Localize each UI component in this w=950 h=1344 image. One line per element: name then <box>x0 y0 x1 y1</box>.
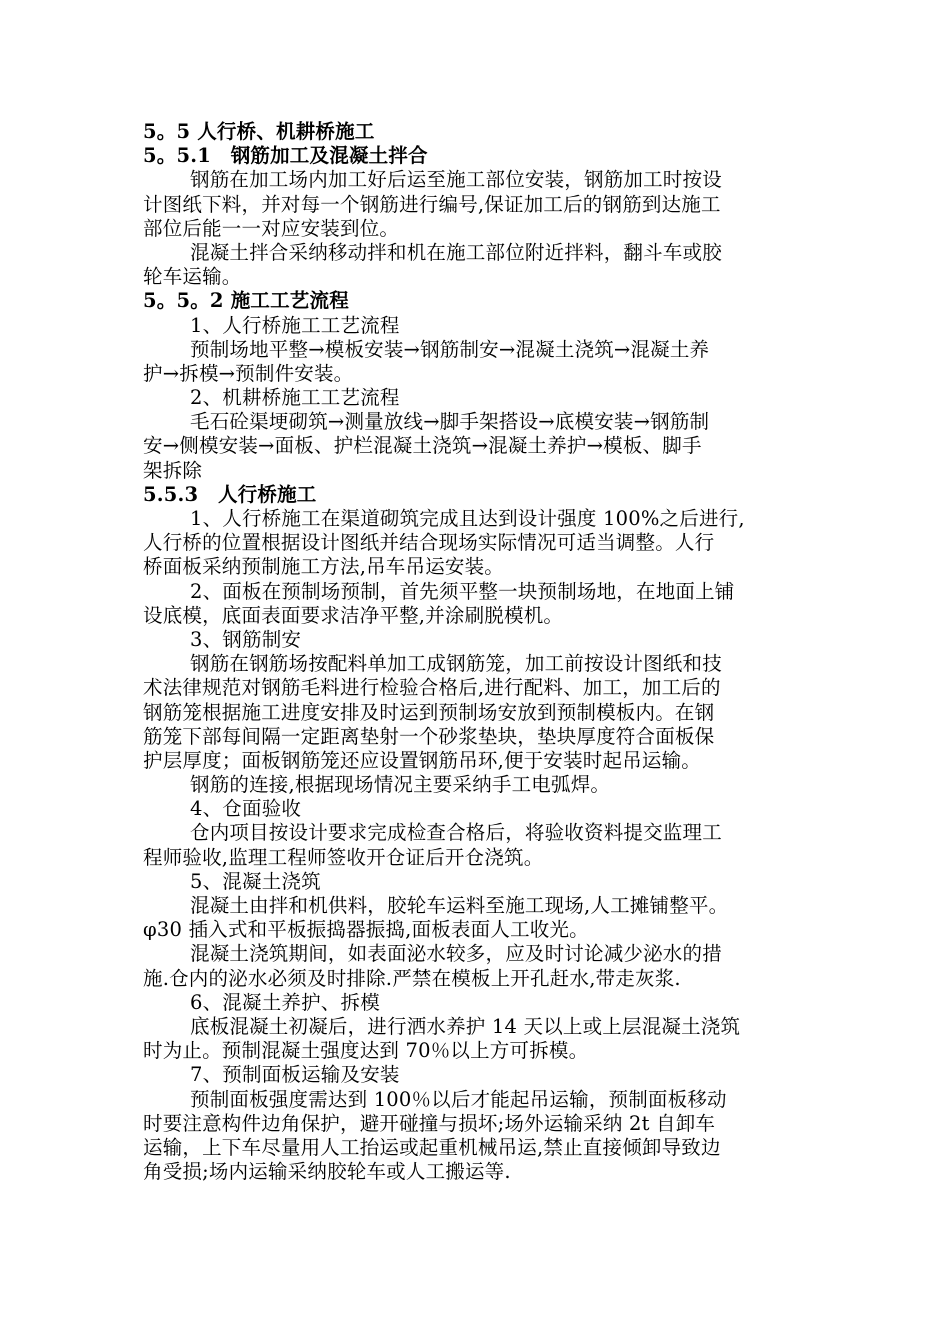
text-line: 人行桥的位置根据设计图纸并结合现场实际情况可适当调整。人行 <box>143 531 715 555</box>
text-line: 钢筋的连接,根据现场情况主要采纳手工电弧焊。 <box>190 773 611 797</box>
text-line: 时为止。预制混凝土强度达到 70％以上方可拆模。 <box>143 1039 589 1063</box>
paragraph <box>143 580 807 628</box>
text-line: 底板混凝土初凝后，进行洒水养护 14 天以上或上层混凝土浇筑 <box>190 1014 741 1038</box>
text-line: 混凝土拌合采纳移动拌和机在施工部位附近拌料，翻斗车或胶 <box>190 240 722 264</box>
text-line: 设底模，底面表面要求洁净平整,并涂刷脱模机。 <box>143 603 564 627</box>
paragraph <box>143 1015 807 1063</box>
text-line: 运输，上下车尽量用人工抬运或起重机械吊运,禁止直接倾卸导致边 <box>143 1135 721 1159</box>
paragraph <box>143 942 807 990</box>
text-line: 预制场地平整→模板安装→钢筋制安→混凝土浇筑→混凝土养 <box>190 337 710 361</box>
text-line: 桥面板采纳预制施工方法,吊车吊运安装。 <box>143 555 504 579</box>
text-line: 程师验收,监理工程师签收开仓证后开仓浇筑。 <box>143 845 544 869</box>
paragraph <box>143 507 807 580</box>
paragraph <box>143 1063 807 1087</box>
paragraph <box>143 314 807 338</box>
paragraph <box>143 628 807 652</box>
text-line: 护→拆模→预制件安装。 <box>143 361 354 385</box>
text-line: 混凝土由拌和机供料，胶轮车运料至施工现场,人工摊铺整平。 <box>190 894 729 917</box>
text-line: 钢筋在加工场内加工好后运至施工部位安装，钢筋加工时按设 <box>190 168 722 192</box>
heading-text: 5。5。2 施工工艺流程 <box>143 289 349 313</box>
text-line: 钢筋在钢筋场按配料单加工成钢筋笼，加工前按设计图纸和技 <box>190 652 722 676</box>
text-line: 仓内项目按设计要求完成检查合格后，将验收资料提交监理工 <box>190 821 722 845</box>
text-line: 2、面板在预制场预制，首先须平整一块预制场地，在地面上铺 <box>190 579 735 603</box>
text-line: 3、钢筋制安 <box>190 627 302 651</box>
paragraph <box>143 338 807 386</box>
section-heading <box>143 289 807 313</box>
heading-text: 5。5.1 钢筋加工及混凝土拌合 <box>143 144 428 168</box>
paragraph <box>143 410 807 483</box>
text-line: 钢筋笼根据施工进度安排及时运到预制场安放到预制模板内。在钢 <box>143 700 715 724</box>
paragraph <box>143 870 807 894</box>
text-line: 护层厚度；面板钢筋笼还应设置钢筋吊环,便于安装时起吊运输。 <box>143 748 701 772</box>
section-heading <box>143 144 807 168</box>
text-line: 术法律规范对钢筋毛料进行检验合格后,进行配料、加工，加工后的 <box>143 676 721 700</box>
section-heading <box>143 120 807 144</box>
paragraph <box>143 991 807 1015</box>
text-line: 2、机耕桥施工工艺流程 <box>190 386 400 410</box>
paragraph <box>143 773 807 797</box>
text-line: 7、预制面板运输及安装 <box>190 1063 400 1087</box>
document-page <box>143 120 807 1184</box>
text-line: 毛石砼渠埂砌筑→测量放线→脚手架搭设→底模安装→钢筋制 <box>190 410 710 434</box>
text-line: 轮车运输。 <box>143 265 242 289</box>
paragraph <box>143 652 807 773</box>
text-line: 6、混凝土养护、拆模 <box>190 990 380 1014</box>
text-line: 时要注意构件边角保护，避开碰撞与损坏;场外运输采纳 2t 自卸车 <box>143 1111 716 1135</box>
text-line: 部位后能一一对应安装到位。 <box>143 216 400 240</box>
text-line: 预制面板强度需达到 100％以后才能起吊运输，预制面板移动 <box>190 1087 727 1111</box>
heading-text: 5。5 人行桥、机耕桥施工 <box>143 120 375 143</box>
paragraph <box>143 797 807 821</box>
text-line: 混凝土浇筑期间，如表面泌水较多，应及时讨论减少泌水的措 <box>190 942 722 966</box>
paragraph <box>143 241 807 289</box>
text-line: 5、混凝土浇筑 <box>190 869 321 893</box>
section-heading <box>143 483 807 507</box>
paragraph <box>143 894 807 942</box>
text-line: 1、人行桥施工在渠道砌筑完成且达到设计强度 100%之后进行, <box>190 507 745 530</box>
paragraph <box>143 821 807 869</box>
text-line: 安→侧模安装→面板、护栏混凝土浇筑→混凝土养护→模板、脚手 <box>143 434 702 458</box>
text-line: φ30 插入式和平板振捣器振捣,面板表面人工收光。 <box>143 918 589 942</box>
text-line: 筋笼下部每间隔一定距离垫射一个砂浆垫块，垫块厚度符合面板保 <box>143 724 715 748</box>
text-line: 角受损;场内运输采纳胶轮车或人工搬运等. <box>143 1160 511 1184</box>
paragraph <box>143 168 807 241</box>
paragraph <box>143 1088 807 1185</box>
text-line: 架拆除 <box>143 458 203 482</box>
text-line: 1、人行桥施工工艺流程 <box>190 313 400 337</box>
heading-text: 5.5.3 人行桥施工 <box>143 482 317 506</box>
text-line: 4、仓面验收 <box>190 797 302 821</box>
text-line: 施.仓内的泌水必须及时排除.严禁在模板上开孔赶水,带走灰浆. <box>143 966 681 990</box>
paragraph <box>143 386 807 410</box>
text-line: 计图纸下料，并对每一个钢筋进行编号,保证加工后的钢筋到达施工 <box>143 192 721 216</box>
